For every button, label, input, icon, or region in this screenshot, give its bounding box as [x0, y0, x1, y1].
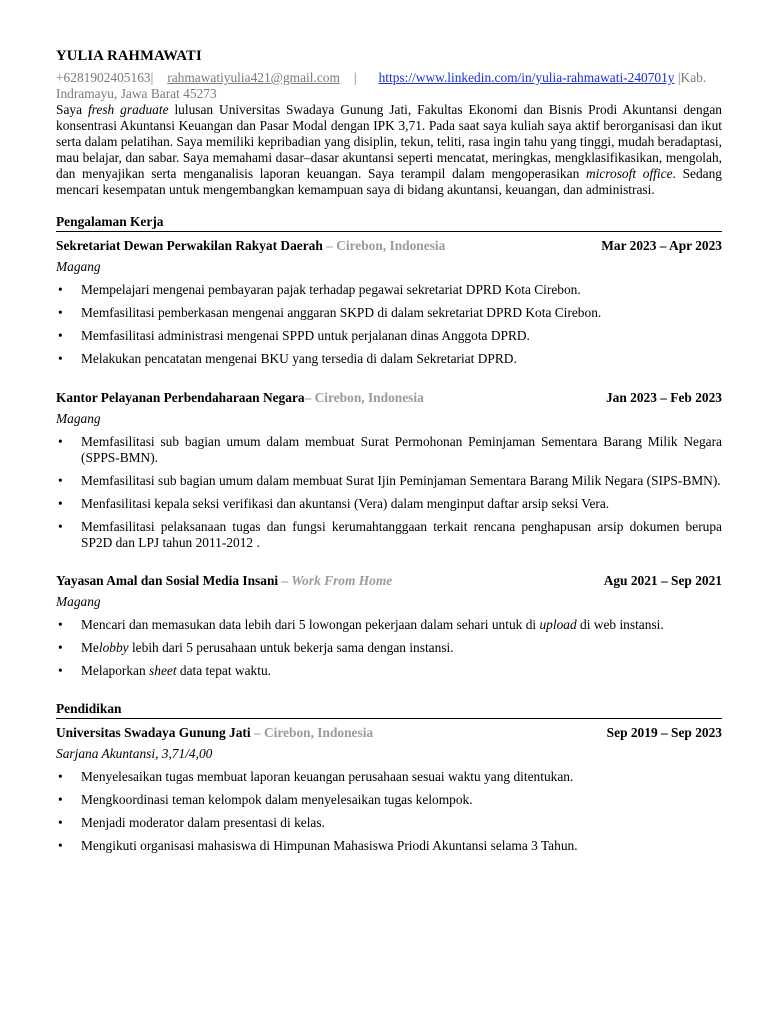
job-bullet: • Mempelajari mengenai pembayaran pajak terhadap pegawai sekretariat DPRD Kota Cirebon.: [56, 282, 722, 298]
resume-content: [56, 48, 722, 854]
job-bullet: • Memfasilitasi administrasi mengenai SPPD untuk perjalanan dinas Anggota DPRD.: [56, 328, 722, 344]
job-bullets: [56, 282, 722, 367]
job-organization: Kantor Pelayanan Perbendaharaan Negara: [56, 390, 305, 405]
job-header: [56, 573, 722, 589]
education-date-range: Sep 2019 – Sep 2023: [606, 725, 722, 740]
section-title-education: Pendidikan: [56, 701, 722, 719]
job-bullet: • Memfasilitasi pelaksanaan tugas dan fungsi kerumahtanggaan terkait rencana penghapusan arsip dokumen berupa SP2D dan LPJ tahun 2011-2012 .: [56, 519, 722, 551]
bullet-emphasis: lobby: [98, 640, 129, 655]
education-location: – Cirebon, Indonesia: [250, 725, 374, 740]
job-bullet: • Memfasilitasi pemberkasan mengenai anggaran SKPD di dalam sekretariat DPRD Kota Cirebon.: [56, 305, 722, 321]
job-role: Magang: [56, 259, 101, 274]
summary-text-3: . Sedang mencari kesempatan untuk mengembangkan kemampuan saya di bidang akuntansi, keuangan, dan administrasi.: [56, 166, 722, 197]
job-date-range: Jan 2023 – Feb 2023: [605, 390, 722, 405]
job-bullet: [56, 617, 722, 633]
education-bullet: • Menyelesaikan tugas membuat laporan keuangan perusahaan sesuai waktu yang ditentukan.: [56, 769, 722, 785]
job-header: [56, 238, 722, 254]
bullet-text: Melaporkan: [81, 663, 150, 678]
job-bullet: • Memfasilitasi sub bagian umum dalam membuat Surat Ijin Peminjaman Sementara Barang Milik Negara (SIPS-BMN).: [56, 473, 722, 489]
address-text: |Kab. Indramayu, Jawa Barat 45273: [56, 70, 707, 101]
job-organization: Sekretariat Dewan Perwakilan Rakyat Daerah: [56, 238, 323, 253]
job-role: Magang: [56, 411, 101, 426]
education-header: [56, 725, 722, 741]
job-organization: Yayasan Amal dan Sosial Media Insani: [56, 573, 279, 588]
education-bullet: • Mengikuti organisasi mahasiswa di Himpunan Mahasiswa Priodi Akuntansi selama 3 Tahun.: [56, 838, 722, 854]
job-bullet: [56, 640, 722, 656]
bullet-text: Me: [81, 640, 99, 655]
profile-summary: [56, 102, 722, 198]
education-degree: Sarjana Akuntansi, 3,71/4,00: [56, 746, 213, 761]
job-role: Magang: [56, 594, 101, 609]
job-entry-1: [56, 238, 722, 367]
job-date-range: Agu 2021 – Sep 2021: [603, 573, 722, 588]
education-bullets: [56, 769, 722, 854]
summary-emphasis-2: microsoft office: [585, 166, 673, 181]
job-location: – Work From Home: [278, 573, 393, 588]
job-date-range: Mar 2023 – Apr 2023: [601, 238, 722, 253]
summary-emphasis-1: fresh graduate: [87, 102, 169, 117]
education-bullet: • Mengkoordinasi teman kelompok dalam menyelesaikan tugas kelompok.: [56, 792, 722, 808]
linkedin-link[interactable]: https://www.linkedin.com/in/yulia-rahmawati-240701y: [378, 70, 675, 85]
bullet-text: Mencari dan memasukan data lebih dari 5 lowongan pekerjaan dalam sehari untuk di: [81, 617, 540, 632]
applicant-name: YULIA RAHMAWATI: [56, 48, 202, 64]
section-title-experience: Pengalaman Kerja: [56, 214, 722, 232]
education-bullet: • Menjadi moderator dalam presentasi di kelas.: [56, 815, 722, 831]
job-location: – Cirebon, Indonesia: [304, 390, 424, 405]
contact-separator: |: [353, 70, 357, 85]
phone-number: +6281902405163|: [56, 70, 154, 85]
bullet-emphasis: sheet: [149, 663, 177, 678]
bullet-text: data tepat waktu.: [176, 663, 272, 678]
job-bullet: [56, 663, 722, 679]
education-entry: [56, 725, 722, 854]
job-bullets: [56, 434, 722, 551]
email-link[interactable]: rahmawatiyulia421@gmail.com: [167, 70, 340, 85]
job-location: – Cirebon, Indonesia: [322, 238, 446, 253]
education-institution: Universitas Swadaya Gunung Jati: [56, 725, 251, 740]
bullet-text: di web instansi.: [576, 617, 664, 632]
job-entry-3: [56, 573, 722, 679]
contact-line: [56, 70, 722, 102]
job-bullet: • Menfasilitasi kepala seksi verifikasi dan akuntansi (Vera) dalam menginput daftar arsip seksi Vera.: [56, 496, 722, 512]
job-bullet: • Melakukan pencatatan mengenai BKU yang tersedia di dalam Sekretariat DPRD.: [56, 351, 722, 367]
bullet-text: lebih dari 5 perusahaan untuk bekerja sama dengan instansi.: [128, 640, 454, 655]
job-bullet: • Memfasilitasi sub bagian umum dalam membuat Surat Permohonan Peminjaman Sementara Barang Milik Negara (SPPS-BMN).: [56, 434, 722, 466]
job-header: [56, 390, 722, 406]
summary-text-1: Saya: [56, 102, 88, 117]
job-bullets: [56, 617, 722, 679]
summary-text-2: lulusan Universitas Swadaya Gunung Jati, Fakultas Ekonomi dan Bisnis Prodi Akuntansi dengan konsentrasi Akuntansi Keuangan dan Pasar Modal dengan IPK 3,71. Pada saat saya kuliah saya aktif berorganisasi dan ikut serta dalam pelatihan. Saya memiliki kepribadian yang disiplin, tekun, teliti, rasa ingin tahu yang tinggi, mudah beradaptasi, mau belajar, dan sabar. Saya memahami dasar–dasar akuntansi seperti mencatat, meringkas, mengklasifikasikan, mengolah, dan menyajikan serta menganalisis laporan keuangan. Saya terampil dalam mengoperasikan: [56, 102, 722, 181]
job-entry-2: [56, 390, 722, 551]
bullet-emphasis: upload: [539, 617, 577, 632]
